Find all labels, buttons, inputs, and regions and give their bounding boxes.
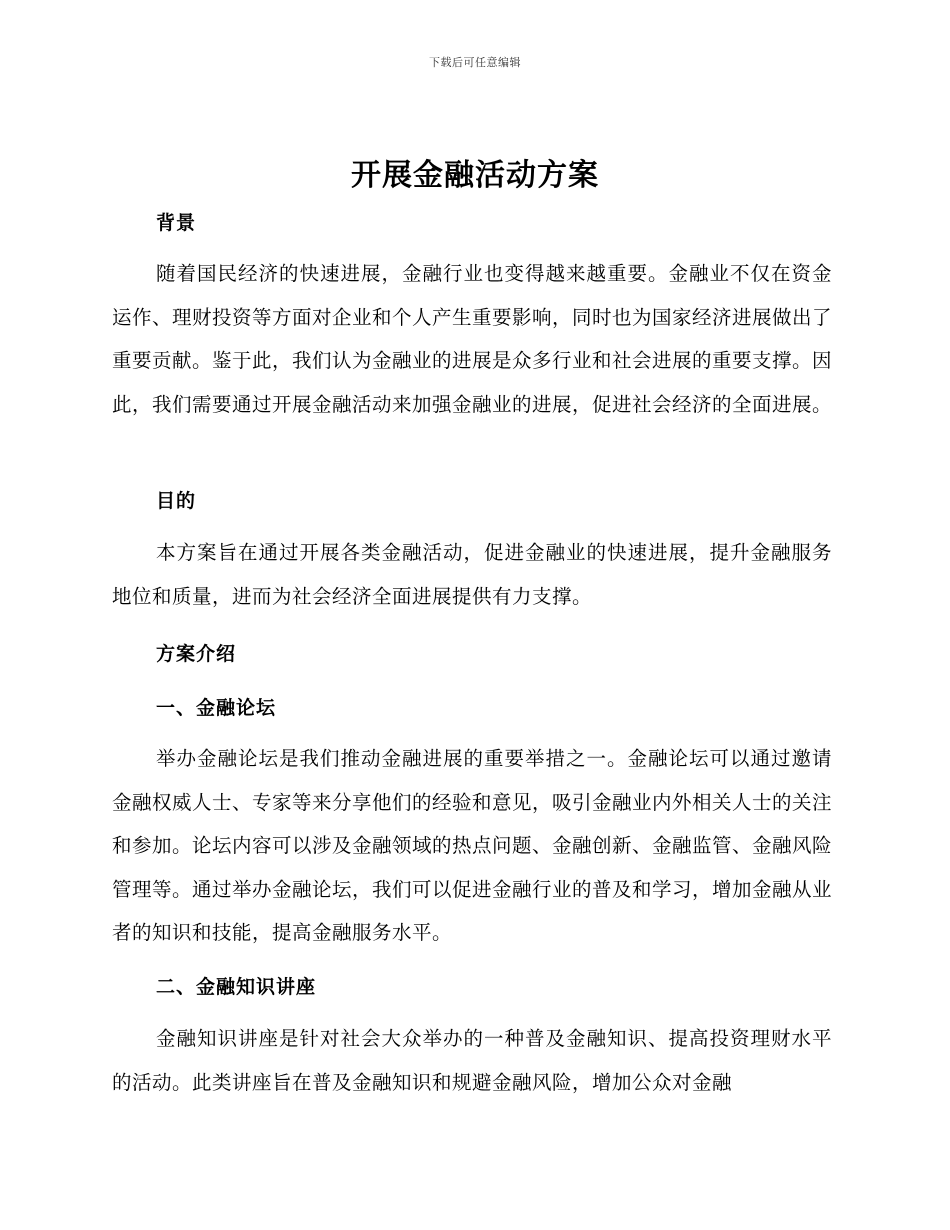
page-header: 下载后可任意编辑 [429,56,521,69]
section-heading-finance-lectures: 二、金融知识讲座 [156,976,317,998]
paragraph-finance-forum: 举办金融论坛是我们推动金融进展的重要举措之一。金融论坛可以通过邀请金融权威人士、专家等来分享他们的经验和意见，吸引金融业内外相关人士的关注和参加。论坛内容可以涉及金融领域的热点问题、金融创新、金融监管、金融风险管理等。通过举办金融论坛，我们可以促进金融行业的普及和学习，增加金融从业者的知识和技能，提高金融服务水平。 [112,747,833,944]
section-heading-plan-intro: 方案介绍 [156,643,237,665]
section-heading-background: 背景 [156,212,197,234]
section-heading-finance-forum: 一、金融论坛 [156,697,277,719]
paragraph-background: 随着国民经济的快速进展，金融行业也变得越来越重要。金融业不仅在资金运作、理财投资等方面对企业和个人产生重要影响，同时也为国家经济进展做出了重要贡献。鉴于此，我们认为金融业的进展是众多行业和社会进展的重要支撑。因此，我们需要通过开展金融活动来加强金融业的进展，促进社会经济的全面进展。 [112,262,833,416]
paragraph-finance-lectures: 金融知识讲座是针对社会大众举办的一种普及金融知识、提高投资理财水平的活动。此类讲座旨在普及金融知识和规避金融风险，增加公众对金融 [112,1027,832,1094]
section-heading-purpose: 目的 [156,490,197,512]
document-title: 开展金融活动方案 [351,158,599,193]
paragraph-purpose: 本方案旨在通过开展各类金融活动，促进金融业的快速进展，提升金融服务地位和质量，进而为社会经济全面进展提供有力支撑。 [112,541,832,608]
